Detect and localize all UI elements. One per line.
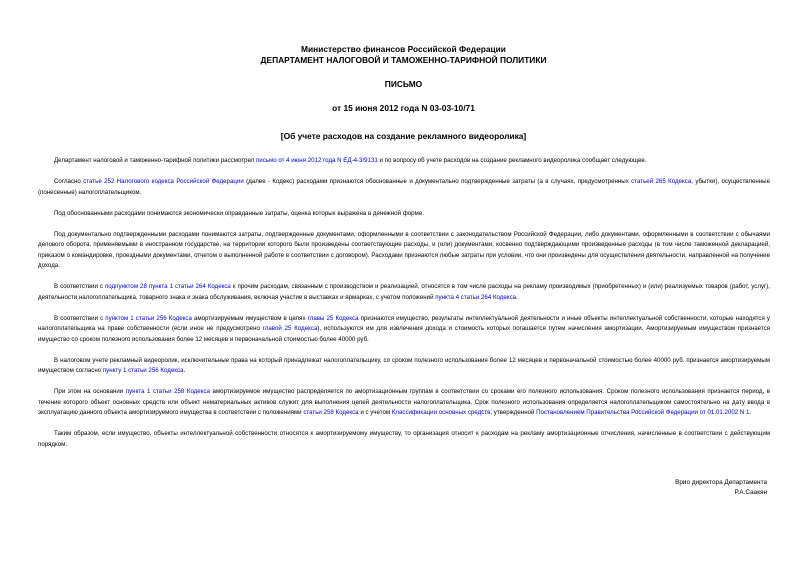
link-letter-ed-4-3-9131[interactable]: письмо от 4 июня 2012 года N ЕД-4-3/9131 xyxy=(255,157,378,164)
signer-name: Р.А.Саакян xyxy=(734,489,767,496)
link-subparagraph-28-article-264[interactable]: подпунктом 28 пункта 1 статьи 264 Кодекса xyxy=(104,283,231,291)
document-date-number: от 15 июня 2012 года N 03-03-10/71 xyxy=(332,103,475,113)
link-chapter-25[interactable]: главы 25 Кодекса xyxy=(307,314,359,322)
paragraph-3 xyxy=(38,209,770,219)
paragraph-text: признаются имущество, результаты интеллектуальной деятельности и иные объекты интеллектуальной собственности, которые находятся у налогоплательщика на праве собственности (если иное не предусмотрено xyxy=(38,314,770,333)
paragraph-text: Согласно xyxy=(54,178,84,186)
paragraph-text: к прочим расходам, связанным с производством и реализацией, относятся в том числе расходы на рекламу производимых (приобретенных) и (или) реализуемых товаров (работ, услуг), деятельности налогоплательщика, товарного знака и знака обслуживания, включая участие в выставках и ярмарках, с учетом положений xyxy=(38,283,770,301)
link-chapter-25[interactable]: главой 25 Кодекса xyxy=(262,325,318,333)
paragraph-text: . xyxy=(183,367,186,375)
signer-position: Врио директора Департамента xyxy=(675,479,767,486)
department-name: ДЕПАРТАМЕНТ НАЛОГОВОЙ И ТАМОЖЕННО-ТАРИФНОЙ ПОЛИТИКИ xyxy=(260,55,547,65)
link-point-1-article-258[interactable]: пункта 1 статьи 258 Кодекса xyxy=(125,388,210,396)
paragraph-text: В соответствии с xyxy=(54,283,105,291)
document-subject: [Об учете расходов на создание рекламного видеоролика] xyxy=(280,131,527,141)
paragraph-text: Под документально подтвержденными расходами понимаются затраты, подтвержденные документами, оформленными в соответствии с законодательством Российской Федерации, либо документами, оформленными в соответствии с обычаями делового оборота, применяемыми в иностранном государстве, на территории которого были произведены соответствующие расходы, и (или) документами, косвенно подтверждающими произведенные расходы (в том числе таможенной декларацией, приказом о командировке, проездными документами, отчетом о выполненной работе в соответствии с договором). Расходами признаются любые затраты при условии, что они произведены для осуществления деятельности, направленной на получение дохода. xyxy=(38,231,770,270)
paragraph-1 xyxy=(38,156,770,166)
paragraph-text: (далее - Кодекс) расходами признаются обоснованные и документально подтвержденные затраты (а в случаях, предусмотренных xyxy=(243,178,632,186)
paragraph-text: , убытки), осуществленные (понесенные) налогоплательщиком. xyxy=(38,178,771,196)
paragraph-text: . xyxy=(749,409,752,417)
paragraph-6 xyxy=(38,314,770,345)
paragraph-text: Под обоснованными расходами понимаются экономически оправданные затраты, оценка которых выражена в денежной форме. xyxy=(54,209,424,217)
link-classification-fixed-assets[interactable]: Классификации основных средств xyxy=(391,409,491,417)
link-article-258[interactable]: статьи 258 Кодекса xyxy=(303,409,359,417)
paragraph-text: и с учетом xyxy=(358,409,392,417)
paragraph-text: При этом на основании xyxy=(54,388,126,396)
paragraph-5 xyxy=(38,282,770,303)
paragraph-text: В налоговом учете рекламный видеоролик, исключительные права на который принадлежат налогоплательщику, со сроком полезного использования более 12 месяцев и первоначальной стоимостью более 40000 руб. признается амортизируемым имуществом согласно xyxy=(38,356,770,375)
link-point-1-article-256[interactable]: пункту 1 статьи 256 Кодекса xyxy=(102,367,184,375)
paragraph-text: , утвержденной xyxy=(490,409,537,417)
link-point-4-article-264[interactable]: пункта 4 статьи 264 Кодекса xyxy=(435,293,517,301)
paragraph-text: Департамент налоговой и таможенно-тарифной политики рассмотрел xyxy=(54,157,256,164)
paragraph-9 xyxy=(38,429,770,450)
paragraph-text: В соответствии с xyxy=(54,314,106,322)
signature-block xyxy=(675,478,767,498)
paragraph-2 xyxy=(38,177,770,198)
paragraph-text: . xyxy=(516,293,518,301)
link-article-265[interactable]: статьей 265 Кодекса xyxy=(631,178,692,186)
paragraph-text: ), используются им для извлечения дохода и стоимость которых погашается путем начисления амортизации. Амортизируемым имуществом признается имущество со сроком полезного использования более 12 месяцев и первоначальной стоимостью более 40000 руб. xyxy=(38,325,770,343)
document-type: ПИСЬМО xyxy=(384,79,423,89)
paragraph-7 xyxy=(38,356,770,377)
paragraph-text: Таким образом, если имущество, объекты интеллектуальной собственности относятся к амортизируемому имуществу, то организация относит к расходам на рекламу амортизационные отчисления, начисленные в соответствии с действующим порядком. xyxy=(38,430,770,448)
paragraph-text: и по вопросу об учете расходов на создание рекламного видеоролика сообщает следующее. xyxy=(377,157,647,164)
link-government-decree-1[interactable]: Постановлением Правительства Российской Федерации от 01.01.2002 N 1 xyxy=(536,409,750,417)
paragraph-text: амортизируемое имущество распределяется по амортизационным группам в соответствии со сроками его полезного использования. Сроком полезного использования признается период, в течение которого объект основных средств или объект нематериальных активов служит для выполнения целей деятельности налогоплательщика. Срок полезного использования определяется налогоплательщиком самостоятельно на дату ввода в эксплуатацию данного объекта амортизируемого имущества в соответствии с положениями xyxy=(38,388,770,417)
document-body xyxy=(38,156,770,461)
paragraph-4 xyxy=(38,230,770,271)
paragraph-8 xyxy=(38,387,770,418)
link-article-252[interactable]: статье 252 Налогового кодекса Российской Федерации xyxy=(83,178,244,186)
document-header xyxy=(0,44,807,141)
paragraph-text: амортизируемым имуществом в целях xyxy=(191,314,308,322)
link-point-1-article-256[interactable]: пунктом 1 статьи 256 Кодекса xyxy=(105,314,192,322)
ministry-name: Министерство финансов Российской Федерации xyxy=(301,44,506,54)
